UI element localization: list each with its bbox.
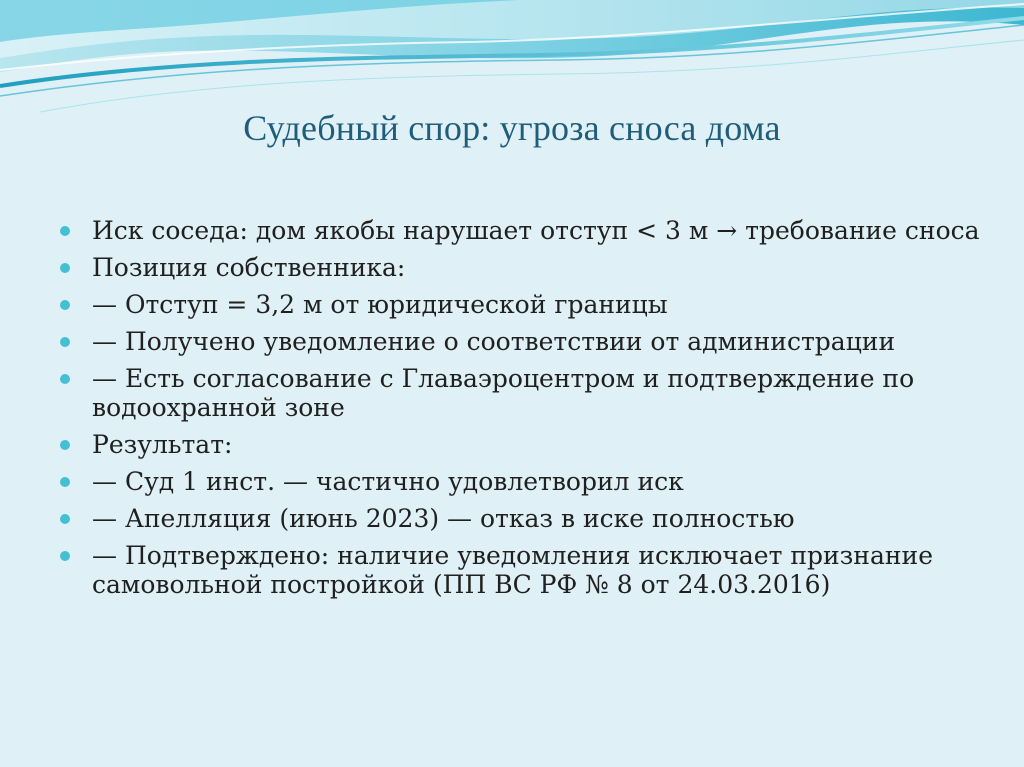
bullet-dot-icon — [60, 477, 70, 487]
bullet-dot-icon — [60, 551, 70, 561]
bullet-item — [60, 541, 980, 599]
bullet-item — [60, 430, 980, 459]
bullet-dot-icon — [60, 263, 70, 273]
slide-title: Судебный спор: угроза сноса дома — [243, 108, 781, 148]
bullet-text: — Есть согласование с Главаэроцентром и подтверждение по водоохранной зоне — [92, 364, 915, 422]
bullet-item — [60, 327, 980, 356]
bullet-item — [60, 216, 980, 245]
bullet-text: — Отступ = 3,2 м от юридической границы — [92, 290, 668, 319]
bullet-text: — Подтверждено: наличие уведомления исключает признание самовольной постройкой (ПП ВС РФ № 8 от 24.03.2016) — [92, 541, 933, 599]
bullet-text: Результат: — [92, 430, 233, 459]
bullet-dot-icon — [60, 300, 70, 310]
bullet-list — [60, 216, 980, 607]
bullet-text: Позиция собственника: — [92, 253, 406, 282]
bullet-text: — Апелляция (июнь 2023) — отказ в иске полностью — [92, 504, 795, 533]
bullet-dot-icon — [60, 440, 70, 450]
bullet-item — [60, 290, 980, 319]
bullet-dot-icon — [60, 374, 70, 384]
bullet-item — [60, 253, 980, 282]
bullet-dot-icon — [60, 514, 70, 524]
bullet-text: — Суд 1 инст. — частично удовлетворил иск — [92, 467, 684, 496]
bullet-item — [60, 504, 980, 533]
bullet-item — [60, 364, 980, 422]
bullet-item — [60, 467, 980, 496]
bullet-text: Иск соседа: дом якобы нарушает отступ < 3 м → требование сноса — [92, 216, 980, 245]
bullet-dot-icon — [60, 337, 70, 347]
bullet-dot-icon — [60, 226, 70, 236]
bullet-text: — Получено уведомление о соответствии от администрации — [92, 327, 896, 356]
